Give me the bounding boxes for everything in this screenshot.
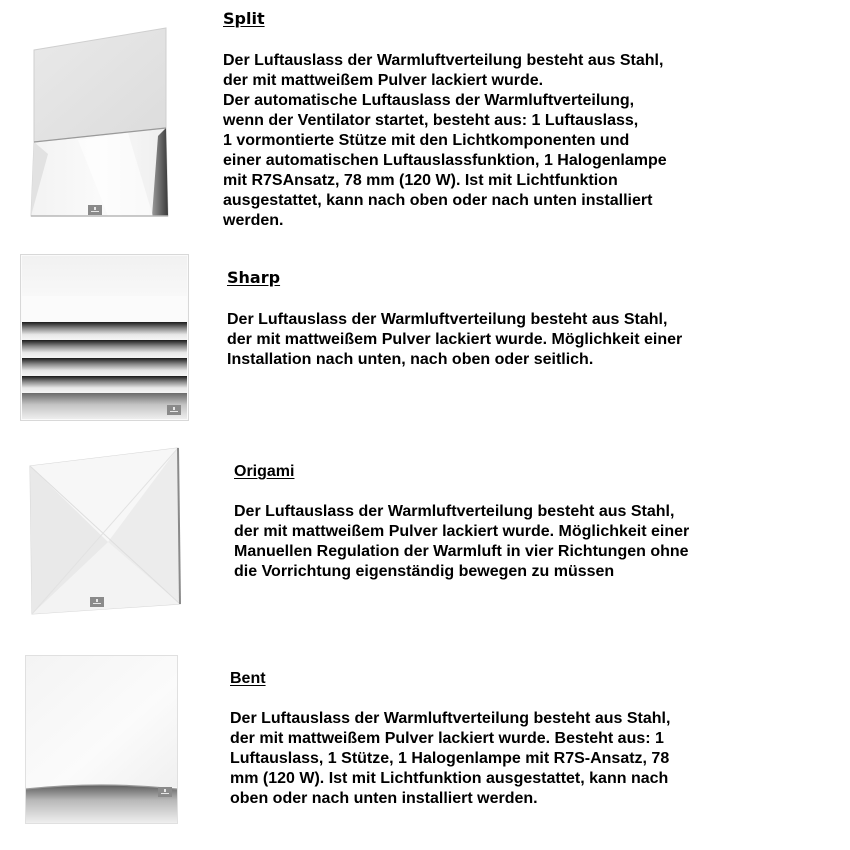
brand-logo-icon [167,405,181,415]
product-split [0,0,850,240]
description-line: Der Luftauslass der Warmluftverteilung besteht aus Stahl, [227,311,668,328]
description-line: Der automatische Luftauslass der Warmluftverteilung, [223,92,635,109]
product-description [230,709,670,809]
description-line: der mit mattweißem Pulver lackiert wurde. [223,72,544,89]
brand-logo-icon [90,597,104,607]
description-line: werden. [223,212,284,229]
origami-vent-image [26,446,182,616]
description-line: mit R7SAnsatz, 78 mm (120 W). Ist mit Lichtfunktion [223,172,618,189]
product-title: Origami [234,463,295,480]
description-line: der mit mattweißem Pulver lackiert wurde. Möglichkeit einer [227,331,683,348]
description-line: der mit mattweißem Pulver lackiert wurde. Möglichkeit einer [234,523,690,540]
product-description [234,502,689,582]
description-line: Der Luftauslass der Warmluftverteilung besteht aus Stahl, [234,503,675,520]
product-sharp [0,240,850,440]
product-origami [0,440,850,640]
description-line: oben oder nach unten installiert werden. [230,790,538,807]
description-line: Der Luftauslass der Warmluftverteilung besteht aus Stahl, [223,52,664,69]
split-vent-image [28,24,173,220]
product-title: Split [223,9,265,28]
sharp-vent-image [20,254,190,422]
description-line: Installation nach unten, nach oben oder seitlich. [227,351,594,368]
description-line: einer automatischen Luftauslassfunktion, 1 Halogenlampe [223,152,667,169]
description-line: mm (120 W). Ist mit Lichtfunktion ausgestattet, kann nach [230,770,669,787]
description-line: Der Luftauslass der Warmluftverteilung besteht aus Stahl, [230,710,671,727]
description-line: die Vorrichtung eigenständig bewegen zu müssen [234,563,615,580]
bent-vent-image [25,655,179,825]
brand-logo-icon [88,205,102,215]
product-description [227,310,682,370]
product-bent [0,640,850,850]
description-line: ausgestattet, kann nach oben oder nach unten installiert [223,192,653,209]
description-line: der mit mattweißem Pulver lackiert wurde. Besteht aus: 1 [230,730,664,747]
brand-logo-icon [158,787,172,797]
product-title: Bent [230,670,266,687]
product-title: Sharp [227,268,281,287]
description-line: wenn der Ventilator startet, besteht aus: 1 Luftauslass, [223,112,639,129]
product-description [223,51,667,231]
description-line: Manuellen Regulation der Warmluft in vier Richtungen ohne [234,543,689,560]
description-line: Luftauslass, 1 Stütze, 1 Halogenlampe mit R7S-Ansatz, 78 [230,750,670,767]
description-line: 1 vormontierte Stütze mit den Lichtkomponenten und [223,132,630,149]
